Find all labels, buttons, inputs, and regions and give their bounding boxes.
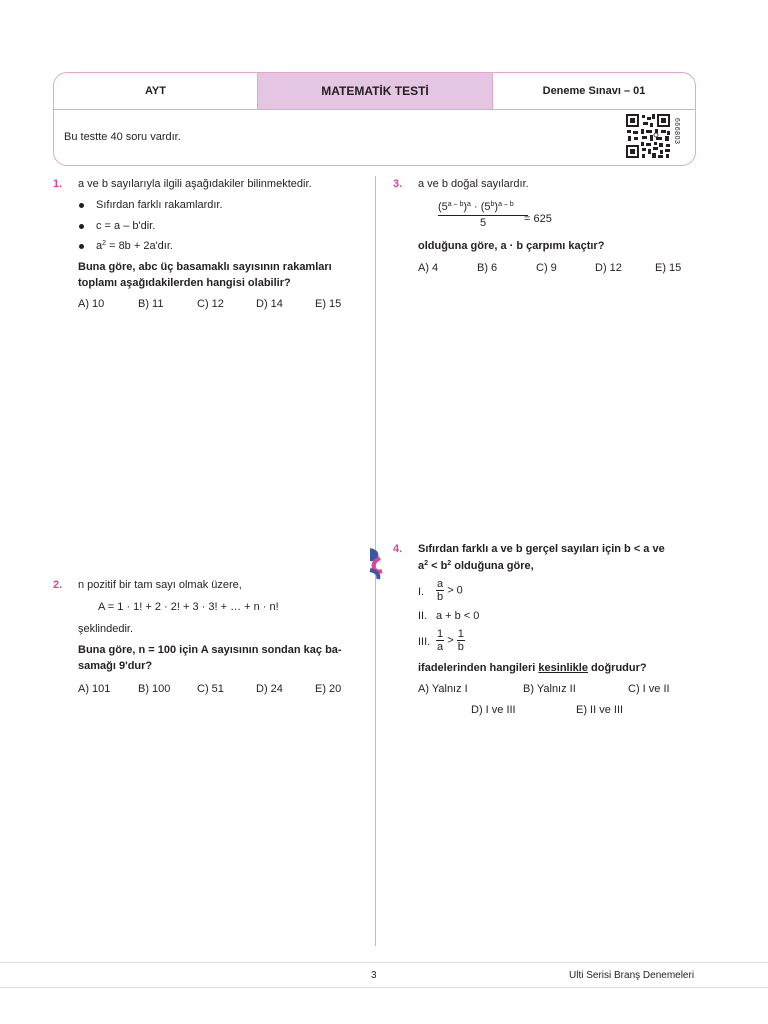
bullet-icon [79,203,84,208]
question-intro: n pozitif bir tam sayı olmak üzere, [78,579,242,591]
answer-option[interactable]: C) 12 [197,298,224,310]
publisher-logo-icon [366,546,386,580]
header-divider [54,109,695,110]
answer-option[interactable]: B) 11 [138,298,164,310]
footer-divider [0,987,768,988]
statement-3: $\frac{1}{a}$ > $\frac{1}{b}$ [437,628,464,653]
deneme-label: Deneme Sınavı – 01 [542,85,646,97]
fraction: $\frac{1}{a}$ [437,628,444,653]
question-text: $a^2 < b^2$ olduğuna göre, [418,560,534,572]
formula: A = 1 · 1! + 2 · 2! + 3 · 3! + … + n · n! [98,601,279,613]
answer-option[interactable]: D) I ve III [471,704,516,716]
condition-3: $a^2 = 8b$ + 2a'dır. [96,240,173,252]
answer-option[interactable]: E) 15 [655,262,682,274]
question-intro: a ve b sayılarıyla ilgili aşağıdakiler bilinmektedir. [78,178,312,190]
question-text: Buna göre, n = 100 için A sayısının sondan kaç ba- [78,644,342,656]
bullet-icon [79,224,84,229]
answer-option[interactable]: C) I ve II [628,683,670,695]
question-intro: şeklindedir. [78,623,134,635]
statement-1: $\frac{a}{b}$ > 0 [437,578,463,603]
test-info: Bu testte 40 soru vardır. [64,131,181,143]
answer-option[interactable]: D) 24 [256,683,283,695]
question-text: ifadelerinden hangileri kesinlikle doğrudur? [418,662,647,674]
answer-option[interactable]: E) II ve III [576,704,624,716]
qr-code-number: 666803 [673,118,680,145]
fraction-numerator: $(5^{a - b})^a \cdot (5^b)^{a - b}$ [438,200,528,216]
page-number: 3 [371,970,377,981]
question-text: Sıfırdan farklı a ve b gerçel sayıları için b < a ve [418,543,665,555]
answer-option[interactable]: A) Yalnız I [418,683,468,695]
exam-label: AYT [145,85,166,97]
fraction: $\frac{a}{b}$ [437,578,444,603]
answer-option[interactable]: B) 6 [477,262,498,274]
condition-2: c = a – b'dir. [96,220,156,232]
question-number: 3. [393,178,403,190]
question-text: samağı 9'dur? [78,660,153,672]
statement-label: III. [418,636,431,648]
answer-option[interactable]: D) 12 [595,262,622,274]
qr-code-icon [625,113,671,159]
question-number: 2. [53,579,63,591]
question-intro: a ve b doğal sayılardır. [418,178,529,190]
fraction [438,200,528,230]
question-text: toplamı aşağıdakilerden hangisi olabilir? [78,277,291,289]
answer-option[interactable]: E) 20 [315,683,342,695]
answer-option[interactable]: C) 9 [536,262,557,274]
answer-option[interactable]: C) 51 [197,683,224,695]
answer-option[interactable]: E) 15 [315,298,342,310]
statement-2: a + b < 0 [436,610,480,622]
equation-rhs: = 625 [524,213,552,225]
answer-option[interactable]: B) 100 [138,683,171,695]
answer-option[interactable]: A) 101 [78,683,111,695]
fraction-denominator: 5 [479,217,487,229]
answer-option[interactable]: A) 4 [418,262,439,274]
answer-option[interactable]: A) 10 [78,298,105,310]
question-text: Buna göre, abc üç basamaklı sayısının rakamları [78,261,332,273]
condition-1: Sıfırdan farklı rakamlardır. [96,199,223,211]
fraction: $\frac{1}{b}$ [457,628,464,653]
answer-option[interactable]: B) Yalnız II [523,683,576,695]
question-text: olduğuna göre, a · b çarpımı kaçtır? [418,240,605,252]
answer-option[interactable]: D) 14 [256,298,283,310]
page-title: MATEMATİK TESTİ [321,84,429,98]
series-name: Ulti Serisi Branş Denemeleri [569,970,695,981]
question-number: 4. [393,543,403,555]
bullet-icon [79,244,84,249]
statement-label: II. [418,610,428,622]
footer-divider [0,962,768,963]
statement-label: I. [418,586,425,598]
question-number: 1. [53,178,63,190]
